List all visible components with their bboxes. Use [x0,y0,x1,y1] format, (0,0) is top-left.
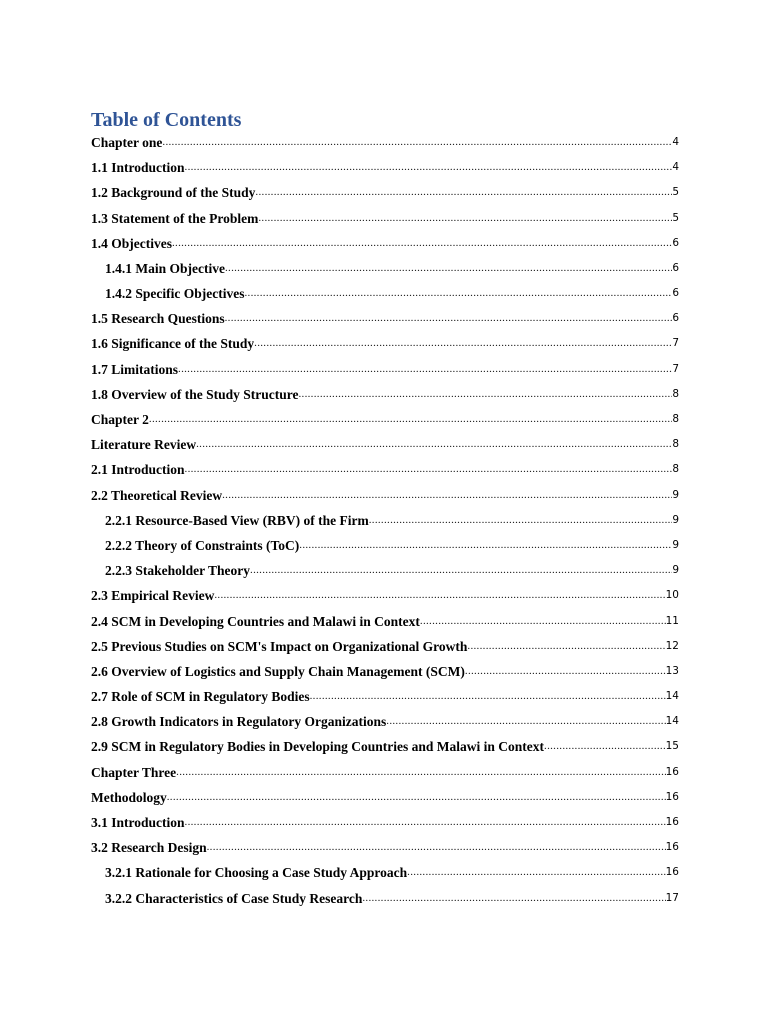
toc-entry-label: 2.3 Empirical Review [91,588,215,604]
toc-dot-leader [214,583,665,608]
toc-entry-page-number: 6 [672,287,679,300]
toc-entry-page-number: 4 [672,161,679,174]
toc-entry-label: 3.1 Introduction [91,815,185,831]
toc-entry[interactable] [91,810,679,835]
toc-entry-label: 2.5 Previous Studies on SCM's Impact on Organizational Growth [91,638,468,654]
toc-entry-page-number: 8 [672,413,679,426]
toc-entry-page-number: 10 [665,589,679,602]
toc-entry-label: 3.2.2 Characteristics of Case Study Research [105,890,363,906]
toc-entry[interactable] [91,634,679,659]
toc-entry[interactable] [91,508,679,533]
toc-entry[interactable] [91,735,679,760]
toc-dot-leader [465,659,666,684]
toc-dot-leader [167,785,666,810]
toc-dot-leader [178,357,672,382]
toc-entry[interactable] [91,457,679,482]
toc-entry[interactable] [91,407,679,432]
toc-dot-leader [258,206,672,231]
toc-dot-leader [185,457,673,482]
toc-entry[interactable] [91,785,679,810]
toc-entry-page-number: 8 [672,387,679,400]
toc-entry[interactable] [91,281,679,306]
toc-entry[interactable] [91,382,679,407]
toc-dot-leader [420,609,666,634]
toc-entry[interactable] [91,231,679,256]
toc-entry-page-number: 11 [665,614,679,627]
toc-dot-leader [196,432,672,457]
toc-entry-label: 1.6 Significance of the Study [91,336,255,352]
toc-entry-label: 2.1 Introduction [91,462,185,478]
toc-entry-label: 1.1 Introduction [91,160,185,176]
toc-dot-leader [172,231,672,256]
toc-entry-label: 1.4.1 Main Objective [105,260,225,276]
toc-dot-leader [299,533,672,558]
toc-list [91,130,679,911]
toc-entry-label: Literature Review [91,437,197,453]
toc-entry-page-number: 15 [665,740,679,753]
toc-entry-page-number: 7 [672,362,679,375]
toc-entry-page-number: 9 [672,564,679,577]
toc-entry[interactable] [91,256,679,281]
toc-dot-leader [467,634,665,659]
toc-entry-page-number: 6 [672,261,679,274]
toc-entry[interactable] [91,155,679,180]
toc-entry-label: Chapter 2 [91,412,149,428]
toc-dot-leader [250,558,672,583]
toc-dot-leader [254,331,672,356]
toc-entry-label: 2.2.1 Resource-Based View (RBV) of the Firm [105,512,369,528]
toc-entry[interactable] [91,180,679,205]
toc-dot-leader [185,155,673,180]
toc-entry-label: 2.8 Growth Indicators in Regulatory Organizations [91,714,387,730]
toc-entry[interactable] [91,306,679,331]
toc-entry[interactable] [91,835,679,860]
toc-entry-page-number: 5 [672,211,679,224]
toc-entry-label: 1.7 Limitations [91,361,179,377]
toc-dot-leader [207,835,666,860]
toc-entry-label: 2.7 Role of SCM in Regulatory Bodies [91,689,310,705]
toc-dot-leader [310,684,666,709]
toc-dot-leader [162,130,672,155]
toc-dot-leader [407,860,665,885]
toc-entry-page-number: 16 [665,765,679,778]
toc-entry-page-number: 16 [665,816,679,829]
toc-entry-page-number: 6 [672,312,679,325]
toc-entry-page-number: 9 [672,538,679,551]
toc-entry-label: 1.8 Overview of the Study Structure [91,386,299,402]
toc-entry-label: 3.2.1 Rationale for Choosing a Case Study Approach [105,865,408,881]
toc-entry-page-number: 16 [665,790,679,803]
toc-entry-label: 1.4.2 Specific Objectives [105,286,245,302]
toc-dot-leader [298,382,672,407]
toc-entry[interactable] [91,886,679,911]
toc-entry[interactable] [91,684,679,709]
toc-entry-label: Methodology [91,789,167,805]
toc-entry-page-number: 12 [665,639,679,652]
toc-entry[interactable] [91,860,679,885]
toc-entry-label: 1.2 Background of the Study [91,185,256,201]
toc-entry-page-number: 7 [672,337,679,350]
toc-dot-leader [176,760,665,785]
toc-entry[interactable] [91,332,679,357]
toc-dot-leader [369,508,673,533]
toc-entry-label: 2.2.3 Stakeholder Theory [105,563,251,579]
toc-entry-label: 2.2 Theoretical Review [91,487,223,503]
toc-dot-leader [149,407,672,432]
toc-entry[interactable] [91,533,679,558]
toc-entry-label: 2.2.2 Theory of Constraints (ToC) [105,537,300,553]
toc-entry-page-number: 9 [672,513,679,526]
toc-entry-page-number: 9 [672,488,679,501]
toc-entry[interactable] [91,659,679,684]
toc-entry[interactable] [91,609,679,634]
toc-dot-leader [222,483,672,508]
toc-entry-page-number: 17 [665,891,679,904]
toc-entry-page-number: 16 [665,841,679,854]
toc-entry-label: Chapter one [91,134,163,150]
toc-dot-leader [544,734,666,759]
toc-dot-leader [386,709,665,734]
toc-entry-page-number: 4 [672,135,679,148]
toc-entry[interactable] [91,760,679,785]
toc-dot-leader [225,256,672,281]
toc-dot-leader [225,306,673,331]
toc-entry-page-number: 8 [672,438,679,451]
toc-entry-page-number: 14 [665,690,679,703]
toc-entry-page-number: 14 [665,715,679,728]
toc-dot-leader [244,281,672,306]
toc-entry[interactable] [91,432,679,457]
toc-entry-page-number: 5 [672,186,679,199]
toc-dot-leader [362,886,665,911]
toc-entry-page-number: 13 [665,664,679,677]
toc-entry[interactable] [91,483,679,508]
toc-entry[interactable] [91,709,679,734]
toc-dot-leader [255,180,672,205]
toc-entry-label: 3.2 Research Design [91,840,207,856]
toc-entry[interactable] [91,357,679,382]
toc-entry-page-number: 6 [672,236,679,249]
toc-entry[interactable] [91,558,679,583]
toc-entry-page-number: 8 [672,463,679,476]
toc-entry[interactable] [91,206,679,231]
toc-entry-label: 2.4 SCM in Developing Countries and Malawi in Context [91,613,420,629]
toc-entry[interactable] [91,130,679,155]
toc-entry[interactable] [91,583,679,608]
toc-entry-label: 1.5 Research Questions [91,311,225,327]
toc-entry-label: 1.4 Objectives [91,235,172,251]
toc-entry-label: 2.6 Overview of Logistics and Supply Chain Management (SCM) [91,663,465,679]
toc-entry-label: Chapter Three [91,764,177,780]
toc-entry-page-number: 16 [665,866,679,879]
toc-title: Table of Contents [91,109,242,131]
toc-entry-label: 2.9 SCM in Regulatory Bodies in Developing Countries and Malawi in Context [91,739,545,755]
toc-dot-leader [185,810,666,835]
toc-entry-label: 1.3 Statement of the Problem [91,210,259,226]
